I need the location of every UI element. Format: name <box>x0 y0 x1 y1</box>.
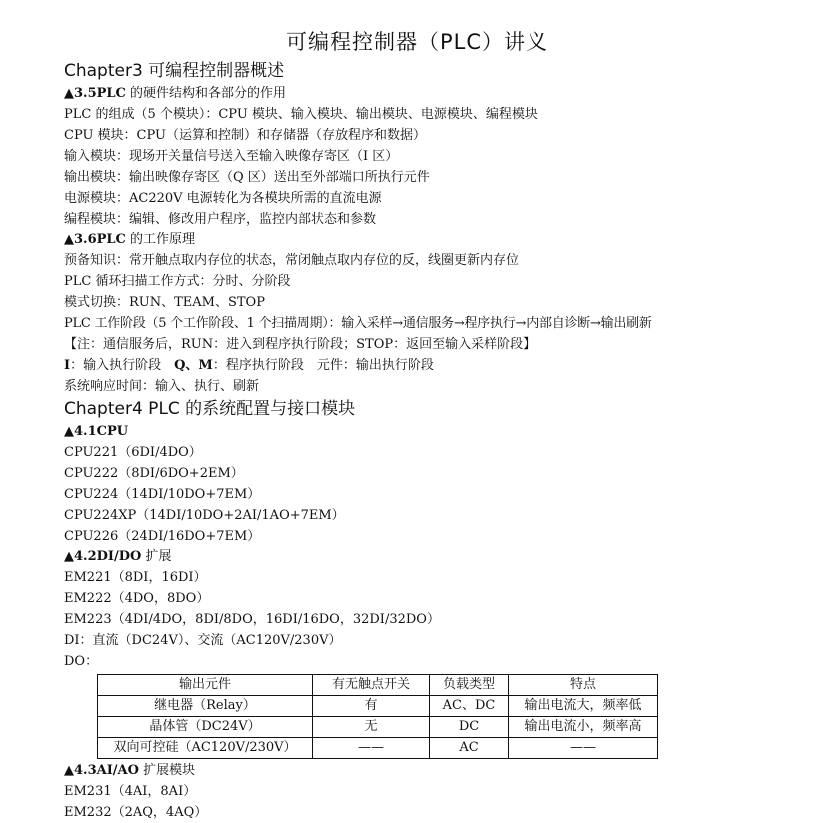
section-4-2-number: ▲4.2DI/DO <box>64 549 142 564</box>
em-module-line: EM221（8DI，16DI） <box>64 570 207 585</box>
cpu-model-line: CPU226（24DI/16DO+7EM） <box>64 529 261 544</box>
text-line: 输入模块：现场开关量信号送入至输入映像存寄区（I 区） <box>64 149 399 164</box>
text-line: 电源模块：AC220V 电源转化为各模块所需的直流电源 <box>64 191 382 206</box>
text-line: 模式切换：RUN、TEAM、STOP <box>64 295 265 310</box>
text-line: PLC 工作阶段（5 个工作阶段、1 个扫描周期）：输入采样→通信服务→程序执行→内部自诊断→输出刷新 <box>64 316 652 331</box>
cpu-model-line: CPU221（6DI/4DO） <box>64 445 202 460</box>
text-line: 预备知识：常开触点取内存位的状态，常闭触点取内存位的反，线圈更新内存位 <box>64 253 520 268</box>
section-4-3-number: ▲4.3AI/AO <box>64 763 139 778</box>
text-line: 输出模块：输出映像存寄区（Q 区）送出至外部端口所执行元件 <box>64 170 430 185</box>
section-3-5-number: ▲3.5PLC <box>64 86 126 101</box>
table-cell: 输出电流大，频率低 <box>509 696 658 717</box>
table-cell: —— <box>509 738 658 759</box>
section-4-1-heading <box>64 422 814 442</box>
section-3-6-number: ▲3.6PLC <box>64 232 126 247</box>
section-4-3-title: 扩展模块 <box>138 763 196 778</box>
section-4-3-heading <box>64 761 814 781</box>
document-body <box>64 59 814 823</box>
table-row <box>98 696 658 717</box>
cpu-model-line: CPU224XP（14DI/10DO+2AI/1AO+7EM） <box>64 508 345 523</box>
table-header-cell: 特点 <box>509 675 658 696</box>
section-4-1-number: ▲4.1CPU <box>64 424 129 439</box>
table-cell: 继电器（Relay） <box>98 696 313 717</box>
em-module-line: EM223（4DI/4DO，8DI/8DO，16DI/16DO，32DI/32DO） <box>64 612 440 627</box>
table-cell: 输出电流小，频率高 <box>509 717 658 738</box>
table-header-cell: 输出元件 <box>98 675 313 696</box>
table-header-cell: 负载类型 <box>430 675 509 696</box>
em-module-line: EM232（2AQ，4AQ） <box>64 805 208 820</box>
document-title: 可编程控制器（PLC）讲义 <box>285 30 549 54</box>
stage-i-text: ：输入执行阶段 <box>70 358 175 373</box>
cpu-model-line: CPU222（8DI/6DO+2EM） <box>64 466 244 481</box>
stage-i-label: I <box>64 358 71 373</box>
text-line: PLC 循环扫描工作方式：分时、分阶段 <box>64 274 291 289</box>
text-line: PLC 的组成（5 个模块）：CPU 模块、输入模块、输出模块、电源模块、编程模块 <box>64 107 538 122</box>
text-line: 【注：通信服务后，RUN：进入到程序执行阶段；STOP：返回至输入采样阶段】 <box>64 337 537 352</box>
em-module-line: EM222（4DO，8DO） <box>64 591 210 606</box>
table-cell: AC <box>430 738 509 759</box>
chapter4-heading: Chapter4 PLC 的系统配置与接口模块 <box>64 399 356 419</box>
section-4-2-title: 扩展 <box>141 549 172 564</box>
table-cell: 双向可控硅（AC120V/230V） <box>98 738 313 759</box>
em-module-line: EM231（4AI，8AI） <box>64 784 197 799</box>
table-cell: —— <box>313 738 430 759</box>
table-row <box>98 717 658 738</box>
section-3-6-heading <box>64 230 814 250</box>
table-cell: 无 <box>313 717 430 738</box>
stage-line <box>64 355 814 376</box>
section-3-5-title: 的硬件结构和各部分的作用 <box>125 86 287 101</box>
chapter3-heading: Chapter3 可编程控制器概述 <box>64 61 285 81</box>
di-line: DI：直流（DC24V）、交流（AC120V/230V） <box>64 633 342 648</box>
table-cell: 晶体管（DC24V） <box>98 717 313 738</box>
table-cell: 有 <box>313 696 430 717</box>
table-cell: DC <box>430 717 509 738</box>
table-header-cell: 有无触点开关 <box>313 675 430 696</box>
section-3-6-title: 的工作原理 <box>125 232 196 247</box>
table-cell: AC、DC <box>430 696 509 717</box>
table-row <box>98 738 658 759</box>
text-line: 编程模块：编辑、修改用户程序，监控内部状态和参数 <box>64 212 377 227</box>
do-line: DO： <box>64 654 99 669</box>
do-output-table <box>97 674 658 759</box>
response-time-line: 系统响应时间：输入、执行、刷新 <box>64 379 260 394</box>
text-line: CPU 模块：CPU（运算和控制）和存储器（存放程序和数据） <box>64 128 426 143</box>
cpu-model-line: CPU224（14DI/10DO+7EM） <box>64 487 261 502</box>
stage-qm-text: ：程序执行阶段 元件：输出执行阶段 <box>212 358 434 373</box>
table-header-row <box>98 675 658 696</box>
section-3-5-heading <box>64 84 814 104</box>
section-4-2-heading <box>64 547 814 567</box>
stage-qm-label: Q、M <box>174 358 213 373</box>
